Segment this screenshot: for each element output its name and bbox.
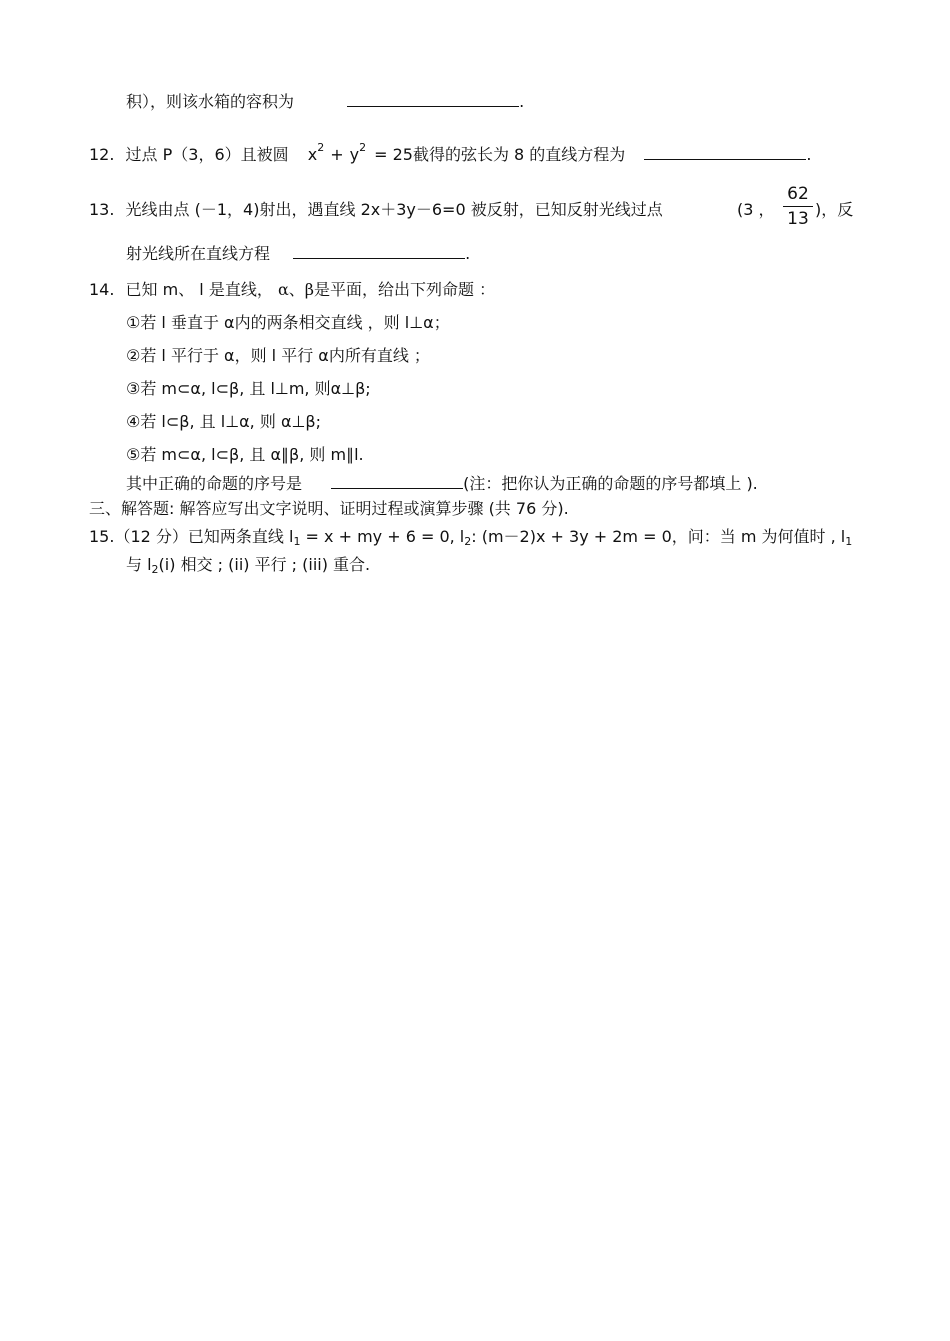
question-12-post: 截得的弦长为 8 的直线方程为: [412, 145, 626, 164]
question-13-text-2: 射光线所在直线方程: [126, 244, 271, 263]
question-13-text: 光线由点 (－1，4)射出，遇直线 2x＋3y－6=0 被反射，已知反射光线过点: [125, 200, 663, 219]
question-14-intro: [89, 280, 495, 300]
greek-planes: α、β: [277, 280, 314, 299]
var-y: y: [349, 145, 360, 164]
fraction-bar: [783, 206, 813, 207]
question-13-end: .: [465, 244, 471, 263]
point-open: (3 ，: [737, 200, 775, 219]
proposition-4: ④若 l⊂β, 且 l⊥α, 则 α⊥β;: [126, 412, 322, 431]
question-15-text-a: （12 分）已知两条直线 l: [114, 527, 294, 546]
question-13-line1: [89, 200, 663, 220]
question-15-text-b: = x + my + 6 = 0, l: [300, 527, 465, 546]
proposition-3: ③若 m⊂α, l⊂β, 且 l⊥m, 则α⊥β;: [126, 379, 371, 398]
question-15-text-c: : (m－2)x + 3y + 2m = 0，问：当 m 为何值时 , l: [471, 527, 846, 546]
fraction-62-13: [783, 184, 813, 229]
answer-blank-12: [644, 144, 806, 160]
question-13-number: 13.: [89, 200, 115, 219]
question-12-end: .: [806, 145, 812, 164]
question-15-line1: [89, 527, 852, 547]
circle-equation: [307, 141, 413, 164]
subscript-2: 2: [464, 535, 472, 548]
answer-blank-11: [347, 91, 519, 107]
proposition-2: ②若 l 平行于 α，则 l 平行 α内所有直线 ；: [126, 346, 430, 365]
answer-blank-14: [331, 473, 463, 489]
question-14-number: 14.: [89, 280, 115, 299]
exp-y: 2: [359, 141, 367, 154]
question-12-number: 12.: [89, 145, 115, 164]
question-15-text-e: (i) 相交 ; (ii) 平行 ; (iii) 重合.: [158, 555, 371, 574]
exp-x: 2: [317, 141, 325, 154]
var-x: x: [307, 145, 318, 164]
question-12: [89, 141, 812, 165]
question-14-answer-post: (注：把你认为正确的命题的序号都填上 ).: [463, 474, 758, 493]
question-15-line2: [126, 555, 370, 575]
question-11-end: .: [519, 92, 525, 111]
question-14-intro-tail: 是平面，给出下列命题 ：: [314, 280, 496, 299]
fraction-numerator: 62: [787, 184, 809, 204]
equals-25: = 25: [374, 145, 413, 164]
question-11-text: 积），则该水箱的容积为: [126, 92, 295, 111]
question-14-intro-text: 已知 m、 l 是直线，: [125, 280, 273, 299]
fraction-denominator: 13: [787, 209, 809, 229]
answer-blank-13: [293, 243, 465, 259]
question-11-tail: [126, 91, 524, 112]
plus-sign: +: [330, 145, 344, 164]
subscript-4: 2: [151, 563, 159, 576]
question-12-pre: 过点 P（3，6）且被圆: [125, 145, 289, 164]
section-heading: 三、解答题: 解答应写出文字说明、证明过程或演算步骤 (共 76 分).: [89, 499, 569, 518]
point-close: )，反: [815, 200, 854, 219]
question-13-line2: [126, 243, 470, 264]
question-15-text-d: 与 l: [126, 555, 152, 574]
question-14-answer-pre: 其中正确的命题的序号是: [126, 474, 303, 493]
proposition-1: ①若 l 垂直于 α内的两条相交直线 ，则 l⊥α；: [126, 313, 450, 332]
question-14-answer-line: [126, 473, 758, 494]
subscript-3: 1: [845, 535, 853, 548]
subscript-1: 1: [293, 535, 301, 548]
question-15-number: 15.: [89, 527, 115, 546]
proposition-5: ⑤若 m⊂α, l⊂β, 且 α∥β, 则 m∥l.: [126, 445, 364, 464]
